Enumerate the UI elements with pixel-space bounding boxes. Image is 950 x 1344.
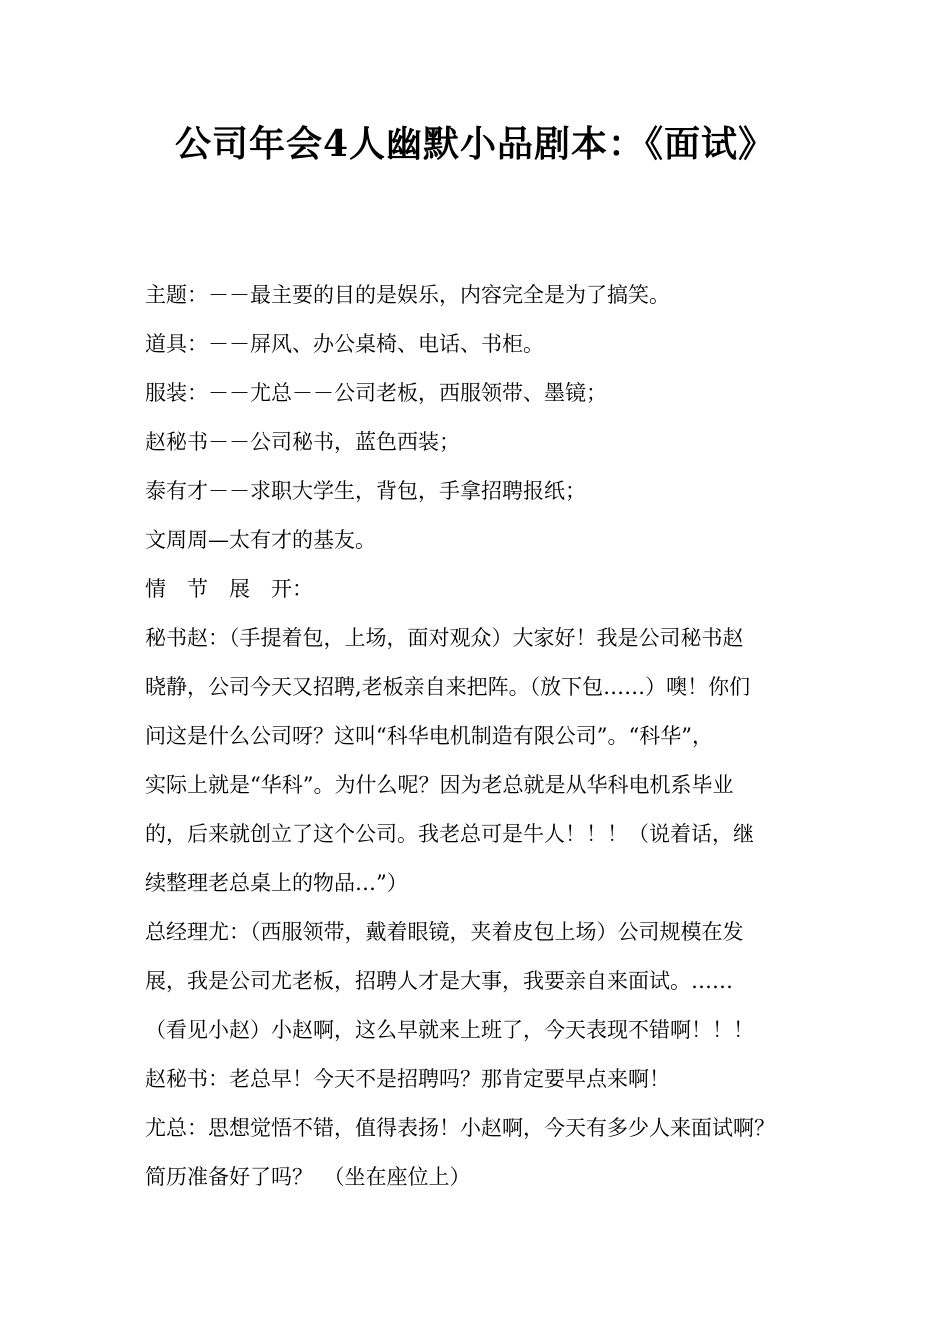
text-line: 主题：－－最主要的目的是娱乐，内容完全是为了搞笑。 xyxy=(145,283,670,307)
text-line: 秘书赵：（手提着包，上场，面对观众）大家好！我是公司秘书赵 xyxy=(145,626,744,650)
document-body xyxy=(145,271,815,1202)
text-line: 展，我是公司尤老板，招聘人才是大事，我要亲自来面试。…… xyxy=(145,969,733,993)
text-line: 服装：－－尤总－－公司老板，西服领带、墨镜； xyxy=(145,381,607,405)
text-line: （看见小赵）小赵啊，这么早就来上班了，今天表现不错啊！！！ xyxy=(145,1018,754,1042)
text-line: 实际上就是“华科”。为什么呢？因为老总就是从华科电机系毕业 xyxy=(145,773,734,797)
document-title: 公司年会4人幽默小品剧本：《面试》 xyxy=(174,123,776,165)
text-line: 道具：－－屏风、办公桌椅、电话、书柜。 xyxy=(145,332,544,356)
text-line: 总经理尤：（西服领带，戴着眼镜，夹着皮包上场）公司规模在发 xyxy=(145,920,744,944)
text-line: 问这是什么公司呀？这叫“科华电机制造有限公司”。“科华”， xyxy=(145,724,713,748)
section-heading: 情 节 展 开： xyxy=(145,577,313,601)
text-line: 的，后来就创立了这个公司。我老总可是牛人！！！（说着话，继 xyxy=(145,822,754,846)
text-line: 赵秘书：老总早！今天不是招聘吗？那肯定要早点来啊！ xyxy=(145,1067,670,1091)
text-line: 文周周—太有才的基友。 xyxy=(145,528,376,552)
text-line: 泰有才－－求职大学生，背包，手拿招聘报纸； xyxy=(145,479,586,503)
text-line: 赵秘书－－公司秘书，蓝色西装； xyxy=(145,430,460,454)
text-line: 简历准备好了吗？ （坐在座位上） xyxy=(145,1165,471,1189)
text-line: 晓静，公司今天又招聘,老板亲自来把阵。（放下包……）噢！你们 xyxy=(145,675,751,699)
text-line: 续整理老总桌上的物品…”） xyxy=(145,871,408,895)
text-line: 尤总：思想觉悟不错，值得表扬！小赵啊，今天有多少人来面试啊？ xyxy=(145,1116,775,1140)
